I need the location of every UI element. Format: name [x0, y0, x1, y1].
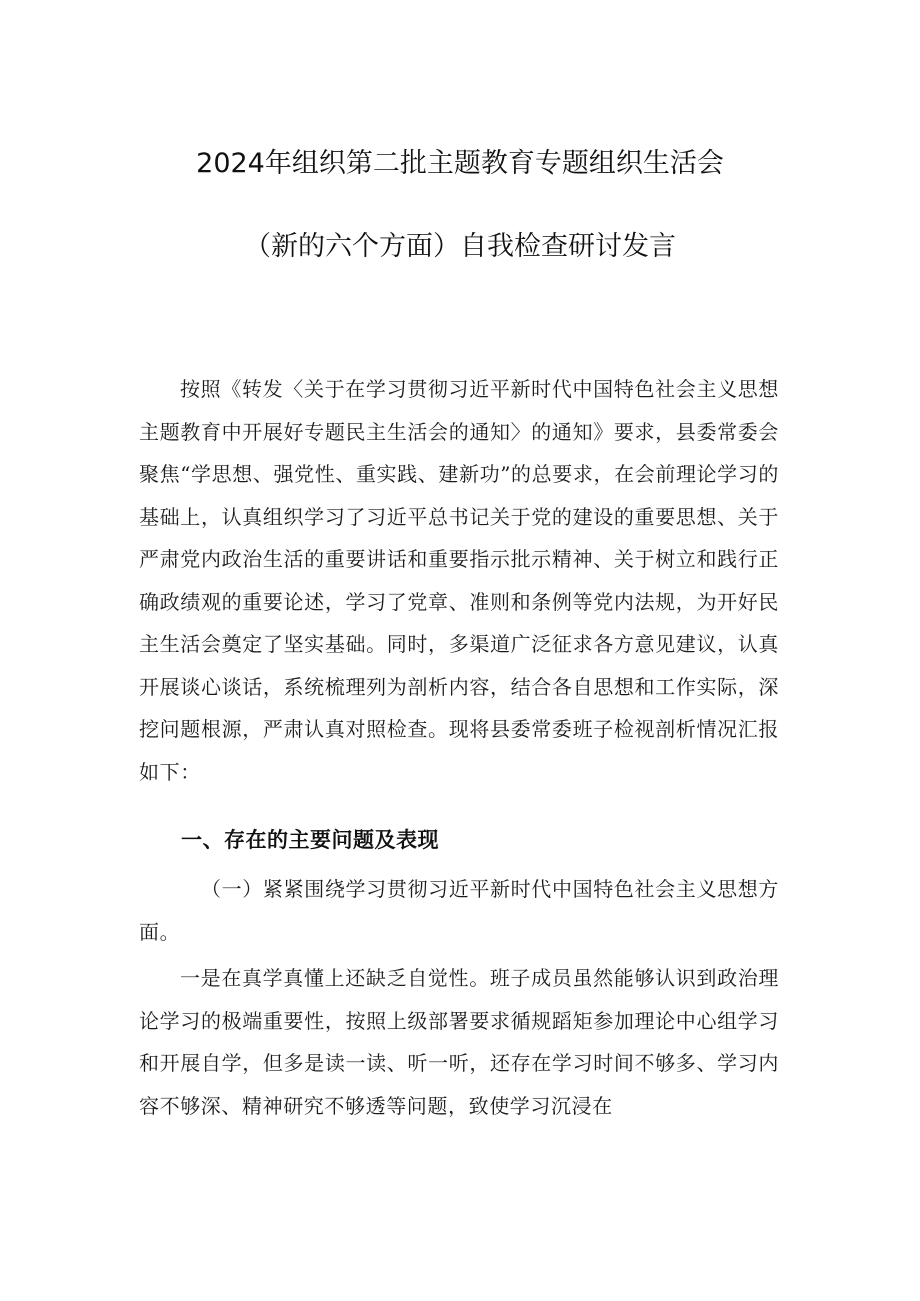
sub-heading: （一）紧紧围绕学习贯彻习近平新时代中国特色社会主义思想方面。 — [139, 877, 779, 944]
section-heading: 一、存在的主要问题及表现 — [181, 828, 439, 852]
document-title-line-2: （新的六个方面）自我检查研讨发言 — [244, 231, 676, 262]
intro-paragraph: 按照《转发〈关于在学习贯彻习近平新时代中国特色社会主义思想主题教育中开展好专题民主生活会的通知〉的通知》要求，县委常委会聚焦“学思想、强党性、重实践、建新功”的总要求，在会前理论学习的基础上，认真组织学习了习近平总书记关于党的建设的重要思想、关于严肃党内政治生活的重要讲话和重要指示批示精神、关于树立和践行正确政绩观的重要论述，学习了党章、准则和条例等党内法规，为开好民主生活会奠定了坚实基础。同时，多渠道广泛征求各方意见建议，认真开展谈心谈话，系统梳理列为剖析内容，结合各自思想和工作实际，深挖问题根源，严肃认真对照检查。现将县委常委班子检视剖析情况汇报如下： — [139, 377, 779, 784]
point-one-paragraph: 一是在真学真懂上还缺乏自觉性。班子成员虽然能够认识到政治理论学习的极端重要性，按照上级部署要求循规蹈矩参加理论中心组学习和开展自学，但多是读一读、听一听，还存在学习时间不够多、学习内容不够深、精神研究不够透等问题，致使学习沉浸在 — [139, 966, 779, 1118]
document-title-line-1: 2024年组织第二批主题教育专题组织生活会 — [196, 148, 724, 179]
